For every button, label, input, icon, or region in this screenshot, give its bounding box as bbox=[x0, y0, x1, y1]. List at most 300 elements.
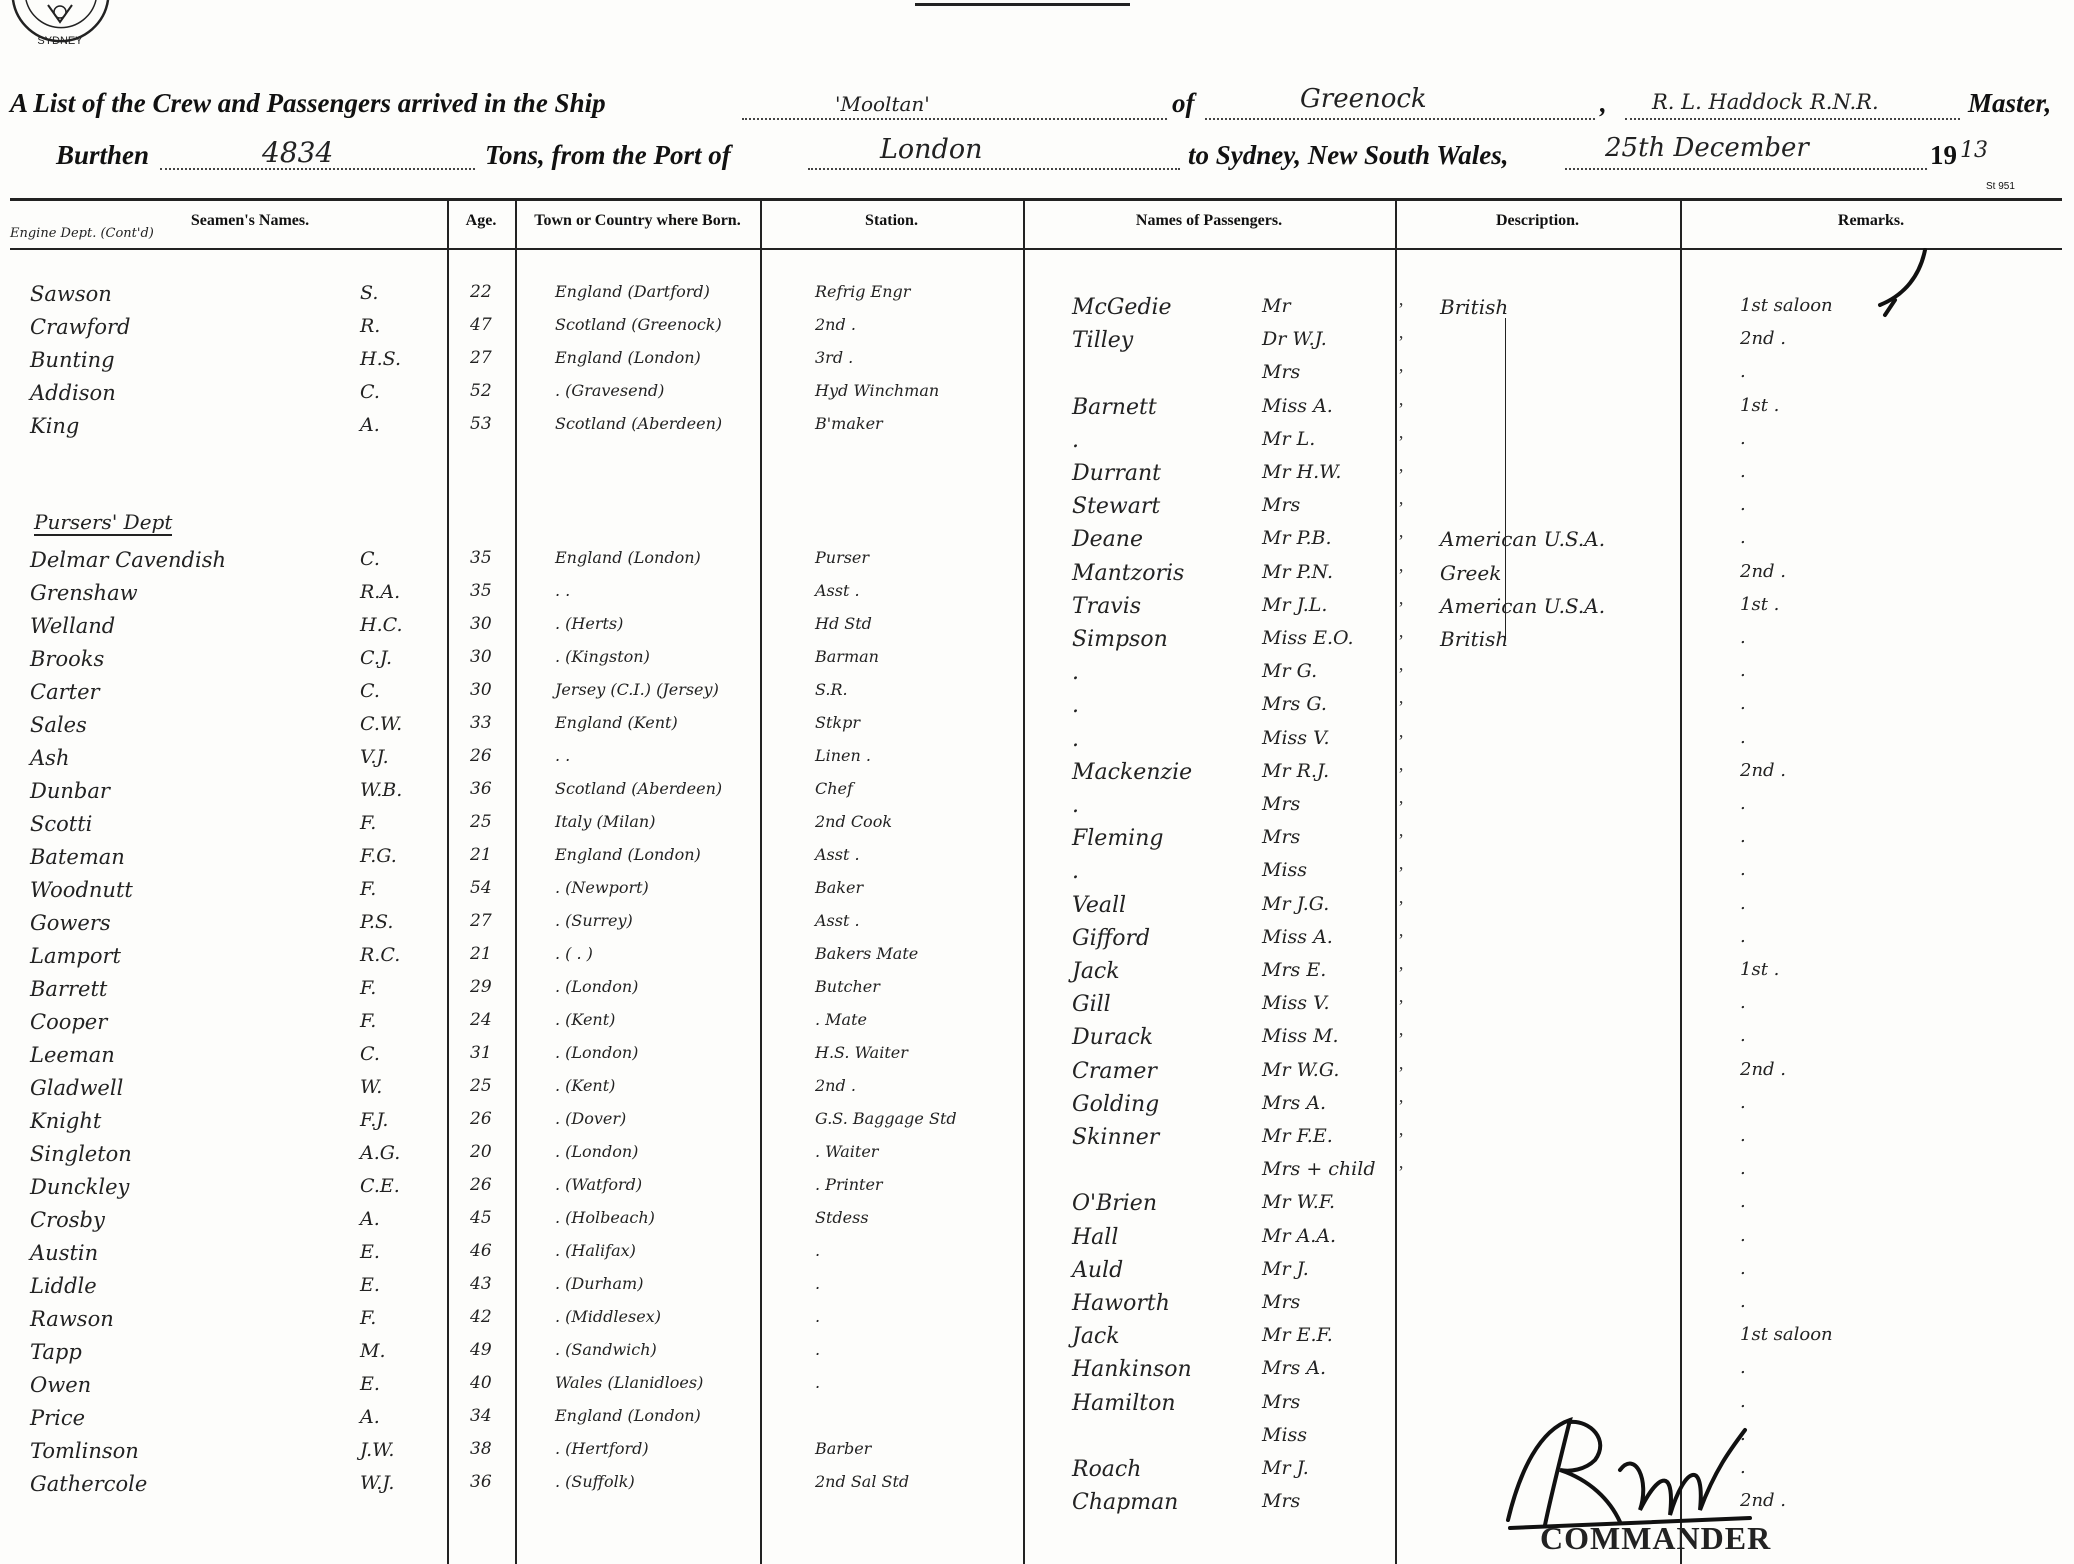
crew-surname: Sales bbox=[30, 713, 87, 737]
crew-station: Barber bbox=[815, 1439, 872, 1458]
crew-born: . (London) bbox=[555, 1043, 639, 1062]
passenger-remark: . bbox=[1740, 1357, 1746, 1378]
crew-station: Asst . bbox=[815, 911, 860, 930]
crew-age: 20 bbox=[470, 1142, 492, 1162]
crew-surname: Crawford bbox=[30, 315, 131, 339]
passenger-title: Mr G. bbox=[1262, 660, 1318, 682]
passenger-title: Mrs bbox=[1262, 793, 1301, 815]
passenger-remark: 2nd . bbox=[1740, 1490, 1787, 1511]
passenger-title: Mr A.A. bbox=[1262, 1225, 1337, 1247]
crew-age: 30 bbox=[470, 680, 492, 700]
crew-born: . . bbox=[555, 581, 571, 600]
crew-age: 27 bbox=[470, 911, 492, 931]
check-tick-mark: ’ bbox=[1398, 565, 1404, 585]
passenger-surname: Cramer bbox=[1072, 1059, 1157, 1084]
passenger-title: Mrs bbox=[1262, 1490, 1301, 1512]
passenger-remark: . bbox=[1740, 693, 1746, 714]
passenger-remark: 1st saloon bbox=[1740, 1324, 1833, 1345]
burthen-label: Burthen bbox=[56, 140, 150, 170]
passenger-title: Mr bbox=[1262, 295, 1291, 317]
from-port-line bbox=[808, 168, 1180, 170]
crew-age: 40 bbox=[470, 1373, 492, 1393]
passenger-remark: . bbox=[1740, 1424, 1746, 1445]
crew-initials: W.J. bbox=[360, 1472, 395, 1494]
passenger-remark: . bbox=[1740, 826, 1746, 847]
crew-initials: F. bbox=[360, 878, 377, 900]
crew-station: H.S. Waiter bbox=[815, 1043, 908, 1062]
colhead-station: Station. bbox=[865, 212, 918, 229]
crew-age: 53 bbox=[470, 414, 492, 434]
passenger-title: Mr W.G. bbox=[1262, 1059, 1340, 1081]
crew-age: 46 bbox=[470, 1241, 492, 1261]
crew-born: . (London) bbox=[555, 1142, 639, 1161]
passenger-remark: . bbox=[1740, 660, 1746, 681]
passenger-remark: . bbox=[1740, 1125, 1746, 1146]
crew-station: Barman bbox=[815, 647, 879, 666]
col-rule-remarks bbox=[1680, 198, 1682, 1564]
crew-station: . Waiter bbox=[815, 1142, 879, 1161]
passenger-description: American U.S.A. bbox=[1440, 594, 1606, 618]
passenger-remark: . bbox=[1740, 1092, 1746, 1113]
crew-born: . (Sandwich) bbox=[555, 1340, 657, 1359]
passenger-remark: . bbox=[1740, 992, 1746, 1013]
crew-age: 26 bbox=[470, 1175, 492, 1195]
crew-age: 30 bbox=[470, 647, 492, 667]
passenger-title: Miss E.O. bbox=[1262, 627, 1354, 649]
crew-station: . bbox=[815, 1307, 821, 1326]
passenger-title: Mr R.J. bbox=[1262, 760, 1330, 782]
crew-station: Asst . bbox=[815, 845, 860, 864]
passenger-title: Mr J. bbox=[1262, 1457, 1309, 1479]
check-tick-mark: ’ bbox=[1398, 731, 1404, 751]
col-rule-station bbox=[760, 198, 762, 1564]
check-tick-mark: ’ bbox=[1398, 465, 1404, 485]
check-tick-mark: ’ bbox=[1398, 930, 1404, 950]
engine-dept-note: Engine Dept. (Cont'd) bbox=[10, 226, 154, 241]
check-tick-mark: ’ bbox=[1398, 764, 1404, 784]
port-of-registry: Greenock bbox=[1300, 84, 1427, 114]
colhead-seamen: Seamen's Names. bbox=[190, 212, 310, 229]
tons-label: Tons, from the Port of bbox=[485, 140, 731, 170]
crew-surname: Knight bbox=[30, 1109, 102, 1133]
check-tick-mark: ’ bbox=[1398, 631, 1404, 651]
port-registry-line bbox=[1205, 118, 1595, 120]
crew-surname: Ash bbox=[30, 746, 70, 770]
check-tick-mark: ’ bbox=[1398, 399, 1404, 419]
col-rule-age bbox=[447, 198, 449, 1564]
table-head-rule bbox=[10, 248, 2062, 250]
passenger-surname: Golding bbox=[1072, 1092, 1160, 1117]
crew-surname: Gathercole bbox=[30, 1472, 148, 1496]
crew-initials: A. bbox=[360, 1208, 380, 1230]
crew-initials: C. bbox=[360, 680, 380, 702]
crew-born: England (London) bbox=[555, 845, 701, 864]
passenger-title: Miss V. bbox=[1262, 727, 1330, 749]
check-tick-mark: ’ bbox=[1398, 863, 1404, 883]
passenger-title: Mrs A. bbox=[1262, 1092, 1327, 1114]
master-field-line bbox=[1625, 118, 1960, 120]
crew-born: . (Holbeach) bbox=[555, 1208, 655, 1227]
check-tick-mark: ’ bbox=[1398, 432, 1404, 452]
passenger-description: British bbox=[1440, 295, 1509, 319]
passenger-surname: Barnett bbox=[1072, 395, 1157, 420]
passenger-remark: . bbox=[1740, 1291, 1746, 1312]
crew-station: Stkpr bbox=[815, 713, 860, 732]
crew-born: England (London) bbox=[555, 1406, 701, 1425]
crew-born: . (Hertford) bbox=[555, 1439, 649, 1458]
passenger-surname: Hankinson bbox=[1072, 1357, 1192, 1382]
passenger-surname: . bbox=[1072, 660, 1079, 685]
passenger-title: Miss bbox=[1262, 1424, 1308, 1446]
crew-surname: Carter bbox=[30, 680, 100, 704]
crew-age: 25 bbox=[470, 812, 492, 832]
crew-born: . (Durham) bbox=[555, 1274, 644, 1293]
passenger-title: Mr J.L. bbox=[1262, 594, 1328, 616]
passenger-surname: . bbox=[1072, 793, 1079, 818]
crew-initials: W. bbox=[360, 1076, 383, 1098]
crew-surname: Woodnutt bbox=[30, 878, 133, 902]
crew-age: 26 bbox=[470, 746, 492, 766]
crew-initials: R.C. bbox=[360, 944, 401, 966]
passenger-remark: . bbox=[1740, 428, 1746, 449]
ship-name: 'Mooltan' bbox=[835, 92, 930, 116]
crew-surname: Grenshaw bbox=[30, 581, 138, 605]
crew-station: Chef bbox=[815, 779, 853, 798]
col-rule-passengers bbox=[1023, 198, 1025, 1564]
passenger-surname: Jack bbox=[1072, 1324, 1120, 1349]
passenger-title: Mr E.F. bbox=[1262, 1324, 1333, 1346]
colhead-passengers: Names of Passengers. bbox=[1135, 212, 1283, 229]
passenger-remark: 1st . bbox=[1740, 959, 1780, 980]
check-tick-mark: ’ bbox=[1398, 498, 1404, 518]
passenger-surname: Durack bbox=[1072, 1025, 1154, 1050]
crew-station: Asst . bbox=[815, 581, 860, 600]
crew-station: 2nd Cook bbox=[815, 812, 893, 831]
crew-initials: S. bbox=[360, 282, 379, 304]
crew-initials: C.W. bbox=[360, 713, 403, 735]
crew-initials: C. bbox=[360, 548, 380, 570]
crew-initials: E. bbox=[360, 1241, 380, 1263]
crew-age: 25 bbox=[470, 1076, 492, 1096]
crew-initials: A. bbox=[360, 1406, 380, 1428]
crew-initials: F. bbox=[360, 812, 377, 834]
crew-surname: Addison bbox=[30, 381, 116, 405]
crew-born: . (Dover) bbox=[555, 1109, 627, 1128]
passenger-description: American U.S.A. bbox=[1440, 527, 1606, 551]
crew-surname: King bbox=[30, 414, 80, 438]
passenger-description: British bbox=[1440, 627, 1509, 651]
crew-initials: F. bbox=[360, 977, 377, 999]
crew-age: 38 bbox=[470, 1439, 492, 1459]
of-label: of bbox=[1172, 88, 1195, 118]
crew-age: 42 bbox=[470, 1307, 492, 1327]
crew-initials: A.G. bbox=[360, 1142, 401, 1164]
passenger-surname: Fleming bbox=[1072, 826, 1164, 851]
crew-surname: Tomlinson bbox=[30, 1439, 139, 1463]
crew-station: Hyd Winchman bbox=[815, 381, 940, 400]
check-tick-mark: ’ bbox=[1398, 830, 1404, 850]
document-page: SYDNEY A List of the Crew and Passengers arrived in the Ship 'Mooltan' of Greenock , R. L. Haddock R.N.R. Master, Burthen 4834 Tons, from the Port of London to Sydney, New South Wales, 25th December 19 13 St 951 Seamen's Names. Engine Dept. (Cont'd) Age. Town or Country where Born. Station. Names of Passengers. Description. Remarks. Pursers' Dept Sawson S. 22 England (Dartford) Refrig Engr Crawford R. 47 Scotland (Greenock) 2nd . Bunting H.S. 27 England (London) 3rd . Addison C. 52 . (Gravesend) Hyd Winchman King A. 53 Scotland (Aberdeen) B'maker Delmar Cavendish C. 35 England (London) Purser Grenshaw R.A. 35 . . Asst . Welland H.C. 30 . (Herts) Hd Std Brooks C.J. 30 . (Kingston) Barman Carter C. 30 Jersey (C.I.) (Jersey) S.R. Sales C.W. 33 England (Kent) Stkpr Ash V.J. 26 . . Linen . Dunbar W.B. 36 Scotland (Aberdeen) Chef Scotti F. 25 Italy (Milan) 2nd Cook Bateman F.G. 21 England (London) Asst . Woodnutt F. 54 . (Newport) Baker Gowers P.S. 27 . (Surrey) Asst . Lamport R.C. 21 . ( . ) Bakers Mate Barrett F. 29 . (London) Butcher Cooper F. 24 . (Kent) . Mate Leeman C. 31 . (London) H.S. Waiter Gladwell W. 25 . (Kent) 2nd . Knight F.J. 26 . (Dover) G.S. Baggage Std Singleton A.G. 20 . (London) . Waiter Dunckley C.E. 26 . (Watford) . Printer Crosby A. 45 . (Holbeach) Stdess Austin E. 46 . (Halifax) . Liddle E. 43 . (Durham) . Rawson F. 42 . (Middlesex) . Tapp M. 49 . (Sandwich) . Owen E. 40 Wales (Llanidloes) . Price A. 34 England (London) Tomlinson J.W. 38 . (Hertford) Barber Gathercole W.J. 36 . (Suffolk) 2nd Sal Std McGedie Mr British 1st saloon ’ Tilley Dr W.J. 2nd . ’ Mrs . ’ Barnett Miss A. 1st . ’ . Mr L. . ’ Durrant Mr H.W. . ’ Stewart Mrs . ’ Deane Mr P.B. American U.S.A. . ’ Mantzoris Mr P.N. Greek 2nd . ’ Travis Mr J.L. American U.S.A. 1st . ’ Simpson Miss E.O. British . ’ . Mr G. . ’ . Mrs G. . ’ . Miss V. . ’ Mackenzie Mr R.J. 2nd . ’ . Mrs . ’ Fleming Mrs . ’ . Miss . ’ Veall Mr J.G. . ’ Gifford Miss A. . ’ Jack Mrs E. 1st . ’ Gill Miss V. . ’ Durack Miss M. . ’ Cramer Mr W.G. 2nd . ’ Golding Mrs A. . ’ Skinner Mr F.E. . ’ Mrs + child . ’ O'Brien Mr W.F. . Hall Mr A.A. . Auld Mr J. . Haworth Mrs . Jack Mr E.F. 1st saloon Hankinson Mrs A. . Hamilton Mrs . Miss . Roach Mr J. . Chapman Mrs 2nd . COMMANDER bbox=[0, 0, 2074, 1564]
crew-initials: J.W. bbox=[360, 1439, 395, 1461]
crew-surname: Dunckley bbox=[30, 1175, 130, 1199]
crew-born: . (Kent) bbox=[555, 1010, 616, 1029]
crew-surname: Cooper bbox=[30, 1010, 108, 1034]
passenger-surname: Skinner bbox=[1072, 1125, 1160, 1150]
passenger-surname: Travis bbox=[1072, 594, 1142, 619]
crew-initials: E. bbox=[360, 1373, 380, 1395]
crew-surname: Bunting bbox=[30, 348, 115, 372]
passenger-surname: Durrant bbox=[1072, 461, 1161, 486]
crew-station: B'maker bbox=[815, 414, 883, 433]
crew-age: 36 bbox=[470, 779, 492, 799]
passenger-surname: O'Brien bbox=[1072, 1191, 1157, 1216]
check-tick-mark: ’ bbox=[1398, 1096, 1404, 1116]
passenger-title: Mr F.E. bbox=[1262, 1125, 1333, 1147]
crew-age: 49 bbox=[470, 1340, 492, 1360]
crew-initials: H.S. bbox=[360, 348, 401, 370]
passenger-remark: . bbox=[1740, 1457, 1746, 1478]
seal-text: SYDNEY bbox=[37, 35, 83, 47]
crew-initials: R.A. bbox=[360, 581, 401, 603]
check-tick-mark: ’ bbox=[1398, 531, 1404, 551]
crew-station: . bbox=[815, 1274, 821, 1293]
passenger-remark: . bbox=[1740, 627, 1746, 648]
crew-station: Hd Std bbox=[815, 614, 872, 633]
colhead-age: Age. bbox=[465, 212, 497, 229]
passenger-surname: Veall bbox=[1072, 893, 1127, 918]
crew-surname: Gladwell bbox=[30, 1076, 124, 1100]
check-tick-mark: ’ bbox=[1398, 697, 1404, 717]
crew-age: 35 bbox=[470, 581, 492, 601]
passenger-surname: Mantzoris bbox=[1072, 561, 1185, 586]
check-tick-mark: ’ bbox=[1398, 299, 1404, 319]
crew-station: 2nd Sal Std bbox=[815, 1472, 910, 1491]
crew-born: England (Dartford) bbox=[555, 282, 710, 301]
crew-born: . ( . ) bbox=[555, 944, 593, 963]
crew-born: Wales (Llanidloes) bbox=[555, 1373, 704, 1392]
crew-station: Linen . bbox=[815, 746, 871, 765]
crew-born: . (Kingston) bbox=[555, 647, 650, 666]
check-tick-mark: ’ bbox=[1398, 996, 1404, 1016]
passenger-title: Mrs bbox=[1262, 494, 1301, 516]
crew-surname: Gowers bbox=[30, 911, 111, 935]
colhead-description: Description. bbox=[1495, 212, 1580, 229]
passenger-remark: . bbox=[1740, 527, 1746, 548]
crew-born: . . bbox=[555, 746, 571, 765]
crew-born: . (London) bbox=[555, 977, 639, 996]
crew-age: 21 bbox=[470, 845, 492, 865]
passenger-remark: . bbox=[1740, 461, 1746, 482]
passenger-remark: . bbox=[1740, 494, 1746, 515]
crew-station: S.R. bbox=[815, 680, 848, 699]
year-suffix: 13 bbox=[1960, 138, 1988, 163]
crew-surname: Austin bbox=[30, 1241, 99, 1265]
crew-born: . (Surrey) bbox=[555, 911, 633, 930]
crew-surname: Delmar Cavendish bbox=[30, 548, 226, 572]
crew-surname: Tapp bbox=[30, 1340, 82, 1364]
passenger-remark: . bbox=[1740, 727, 1746, 748]
passenger-remark: 2nd . bbox=[1740, 328, 1787, 349]
passenger-remark: . bbox=[1740, 1025, 1746, 1046]
passenger-title: Dr W.J. bbox=[1262, 328, 1327, 350]
ship-field-line bbox=[742, 118, 1167, 120]
passenger-title: Mr J.G. bbox=[1262, 893, 1330, 915]
crew-surname: Welland bbox=[30, 614, 116, 638]
crew-initials: F.J. bbox=[360, 1109, 389, 1131]
passenger-surname: Hamilton bbox=[1072, 1391, 1176, 1416]
crew-station: 3rd . bbox=[815, 348, 854, 367]
crew-age: 21 bbox=[470, 944, 492, 964]
crew-station: . Printer bbox=[815, 1175, 883, 1194]
crew-surname: Scotti bbox=[30, 812, 93, 836]
passenger-surname: Auld bbox=[1072, 1258, 1124, 1283]
check-tick-mark: ’ bbox=[1398, 332, 1404, 352]
arrival-date: 25th December bbox=[1605, 133, 1809, 163]
passenger-surname: Haworth bbox=[1072, 1291, 1170, 1316]
crew-age: 47 bbox=[470, 315, 492, 335]
check-tick-mark: ’ bbox=[1398, 1129, 1404, 1149]
passenger-remark: . bbox=[1740, 1191, 1746, 1212]
crew-station: . Mate bbox=[815, 1010, 867, 1029]
crew-station: Butcher bbox=[815, 977, 880, 996]
crew-age: 33 bbox=[470, 713, 492, 733]
passenger-title: Mr H.W. bbox=[1262, 461, 1342, 483]
crew-initials: C. bbox=[360, 381, 380, 403]
crew-surname: Singleton bbox=[30, 1142, 132, 1166]
crew-born: Scotland (Aberdeen) bbox=[555, 779, 723, 798]
crew-initials: M. bbox=[360, 1340, 386, 1362]
passenger-surname: . bbox=[1072, 727, 1079, 752]
crew-station: . bbox=[815, 1373, 821, 1392]
crew-born: England (London) bbox=[555, 548, 701, 567]
crew-surname: Brooks bbox=[30, 647, 105, 671]
crew-surname: Crosby bbox=[30, 1208, 105, 1232]
passenger-remark: 1st . bbox=[1740, 395, 1780, 416]
crew-age: 52 bbox=[470, 381, 492, 401]
crew-age: 26 bbox=[470, 1109, 492, 1129]
crew-station: Baker bbox=[815, 878, 864, 897]
check-tick-mark: ’ bbox=[1398, 664, 1404, 684]
crew-age: 31 bbox=[470, 1043, 492, 1063]
passenger-title: Miss V. bbox=[1262, 992, 1330, 1014]
crew-age: 22 bbox=[470, 282, 492, 302]
passenger-title: Mr J. bbox=[1262, 1258, 1309, 1280]
crew-station: . bbox=[815, 1340, 821, 1359]
check-tick-mark: ’ bbox=[1398, 598, 1404, 618]
passenger-surname: Tilley bbox=[1072, 328, 1134, 353]
from-port: London bbox=[880, 134, 983, 165]
col-rule-born bbox=[515, 198, 517, 1564]
crew-station: Purser bbox=[815, 548, 870, 567]
crew-born: England (London) bbox=[555, 348, 701, 367]
crew-age: 54 bbox=[470, 878, 492, 898]
passenger-description: Greek bbox=[1440, 561, 1502, 585]
passenger-title: Mr P.B. bbox=[1262, 527, 1332, 549]
passenger-surname: Simpson bbox=[1072, 627, 1168, 652]
crew-initials: F. bbox=[360, 1307, 377, 1329]
crew-age: 27 bbox=[470, 348, 492, 368]
passenger-title: Mrs bbox=[1262, 1291, 1301, 1313]
crew-initials: P.S. bbox=[360, 911, 394, 933]
passenger-remark: . bbox=[1740, 793, 1746, 814]
crew-initials: A. bbox=[360, 414, 380, 436]
passenger-surname: Gill bbox=[1072, 992, 1111, 1017]
passenger-surname: . bbox=[1072, 428, 1079, 453]
crew-age: 45 bbox=[470, 1208, 492, 1228]
passenger-remark: . bbox=[1740, 859, 1746, 880]
passenger-title: Mr L. bbox=[1262, 428, 1316, 450]
passenger-remark: . bbox=[1740, 361, 1746, 382]
passenger-title: Miss A. bbox=[1262, 926, 1333, 948]
crew-born: Italy (Milan) bbox=[555, 812, 656, 831]
passenger-title: Miss M. bbox=[1262, 1025, 1339, 1047]
passenger-surname: Hall bbox=[1072, 1225, 1119, 1250]
crew-initials: C.E. bbox=[360, 1175, 400, 1197]
crew-born: . (Herts) bbox=[555, 614, 624, 633]
crew-age: 34 bbox=[470, 1406, 492, 1426]
crew-surname: Lamport bbox=[30, 944, 121, 968]
passenger-remark: . bbox=[1740, 893, 1746, 914]
crew-born: . (Newport) bbox=[555, 878, 649, 897]
passenger-title: Miss A. bbox=[1262, 395, 1333, 417]
passenger-surname: Jack bbox=[1072, 959, 1120, 984]
passenger-remark: . bbox=[1740, 1258, 1746, 1279]
desc-ditto-line bbox=[1505, 318, 1506, 638]
passenger-remark: . bbox=[1740, 1225, 1746, 1246]
crew-age: 29 bbox=[470, 977, 492, 997]
crew-age: 35 bbox=[470, 548, 492, 568]
passenger-surname: Mackenzie bbox=[1072, 760, 1193, 785]
crew-surname: Barrett bbox=[30, 977, 108, 1001]
crew-age: 30 bbox=[470, 614, 492, 634]
colhead-remarks: Remarks. bbox=[1837, 212, 1905, 229]
passenger-surname: . bbox=[1072, 693, 1079, 718]
check-tick-mark: ’ bbox=[1398, 897, 1404, 917]
passenger-surname: Deane bbox=[1072, 527, 1143, 552]
passenger-title: Mrs bbox=[1262, 826, 1301, 848]
check-tick-mark: ’ bbox=[1398, 963, 1404, 983]
passenger-title: Mrs bbox=[1262, 361, 1301, 383]
passenger-title: Mrs G. bbox=[1262, 693, 1327, 715]
passenger-title: Miss bbox=[1262, 859, 1308, 881]
crew-born: . (Middlesex) bbox=[555, 1307, 661, 1326]
top-edge-mark bbox=[915, 3, 1130, 6]
date-field-line bbox=[1565, 168, 1927, 170]
passenger-remark: 1st . bbox=[1740, 594, 1780, 615]
commander-stamp: COMMANDER bbox=[1540, 1520, 1772, 1556]
crew-born: Scotland (Greenock) bbox=[555, 315, 722, 334]
crew-surname: Rawson bbox=[30, 1307, 114, 1331]
crew-surname: Sawson bbox=[30, 282, 112, 306]
crew-station: Bakers Mate bbox=[815, 944, 919, 963]
crew-station: . bbox=[815, 1241, 821, 1260]
crew-initials: C. bbox=[360, 1043, 380, 1065]
check-tick-mark: ’ bbox=[1398, 1029, 1404, 1049]
passenger-title: Mr P.N. bbox=[1262, 561, 1333, 583]
crew-age: 24 bbox=[470, 1010, 492, 1030]
passenger-remark: 1st saloon bbox=[1740, 295, 1833, 316]
passenger-remark: . bbox=[1740, 926, 1746, 947]
colhead-born: Town or Country where Born. bbox=[534, 212, 741, 229]
check-tick-mark: ’ bbox=[1398, 365, 1404, 385]
crew-surname: Leeman bbox=[30, 1043, 115, 1067]
crew-initials: C.J. bbox=[360, 647, 393, 669]
table-top-rule bbox=[10, 198, 2062, 201]
crew-born: . (Watford) bbox=[555, 1175, 643, 1194]
passenger-title: Mrs + child bbox=[1262, 1158, 1376, 1180]
year-prefix: 19 bbox=[1930, 140, 1957, 170]
passenger-surname: Chapman bbox=[1072, 1490, 1179, 1515]
